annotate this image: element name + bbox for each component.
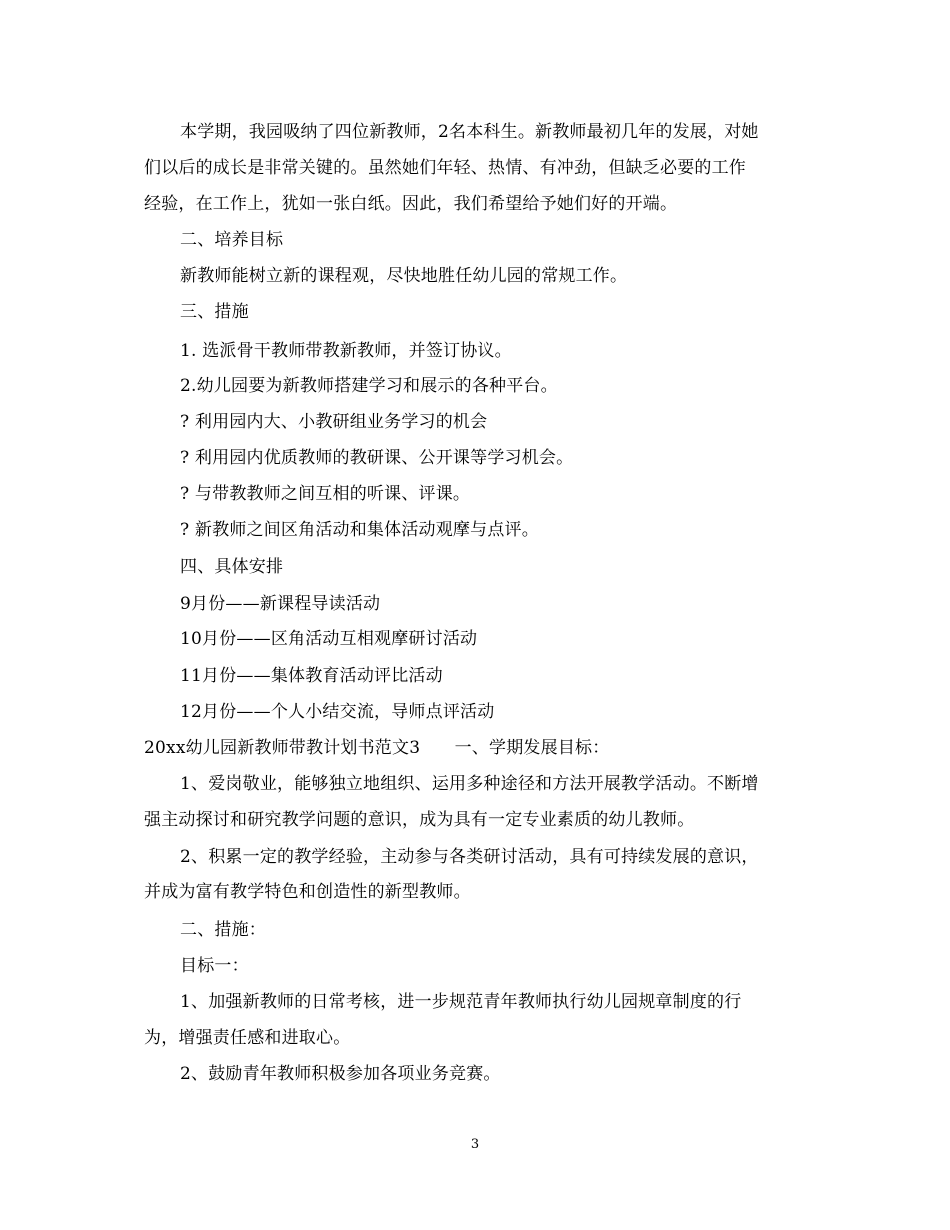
- list-item-measure-2: 2.幼儿园要为新教师搭建学习和展示的各种平台。: [180, 376, 558, 396]
- schedule-item-september: 9月份——新课程导读活动: [180, 594, 381, 614]
- heading-schedule: 四、具体安排: [180, 557, 284, 577]
- paragraph-intro-line-2: 们以后的成长是非常关键的。虽然她们年轻、热情、有冲劲，但缺乏必要的工作: [144, 158, 746, 178]
- target-item-1-line-1: 1、加强新教师的日常考核，进一步规范青年教师执行幼儿园规章制度的行: [180, 992, 742, 1012]
- page-number: 3: [470, 1137, 480, 1152]
- schedule-item-november: 11月份——集体教育活动评比活动: [180, 666, 443, 686]
- bullet-item-4: ? 新教师之间区角活动和集体活动观摩与点评。: [180, 520, 539, 540]
- bullet-item-2: ? 利用园内优质教师的教研课、公开课等学习机会。: [180, 448, 574, 468]
- heading-target-one: 目标一：: [180, 956, 249, 976]
- bullet-item-3: ? 与带教教师之间互相的听课、评课。: [180, 484, 471, 504]
- bullet-item-1: ? 利用园内大、小教研组业务学习的机会: [180, 412, 488, 432]
- paragraph-training-goals: 新教师能树立新的课程观，尽快地胜任幼儿园的常规工作。: [180, 266, 628, 286]
- paragraph-intro-line-1: 本学期，我园吸纳了四位新教师，2名本科生。新教师最初几年的发展，对她: [180, 122, 759, 142]
- paragraph-intro-line-3: 经验，在工作上，犹如一张白纸。因此，我们希望给予她们好的开端。: [144, 194, 678, 214]
- heading-measures-2: 二、措施：: [180, 920, 266, 940]
- target-item-2: 2、鼓励青年教师积极参加各项业务竞赛。: [180, 1064, 501, 1084]
- section-title-sample-3: 20xx幼儿园新教师带教计划书范文3 一、学期发展目标：: [144, 738, 610, 758]
- list-item-measure-1: 1. 选派骨干教师带教新教师，并签订协议。: [180, 341, 512, 361]
- schedule-item-december: 12月份——个人小结交流，导师点评活动: [180, 702, 495, 722]
- heading-measures: 三、措施: [180, 302, 249, 322]
- heading-training-goals: 二、培养目标: [180, 230, 284, 250]
- goal-1-line-2: 强主动探讨和研究教学问题的意识，成为具有一定专业素质的幼儿教师。: [144, 810, 695, 830]
- goal-2-line-1: 2、积累一定的教学经验，主动参与各类研讨活动，具有可持续发展的意识，: [180, 847, 759, 867]
- schedule-item-october: 10月份——区角活动互相观摩研讨活动: [180, 629, 478, 649]
- goal-1-line-1: 1、爱岗敬业，能够独立地组织、运用多种途径和方法开展教学活动。不断增: [180, 774, 759, 794]
- goal-2-line-2: 并成为富有教学特色和创造性的新型教师。: [144, 882, 471, 902]
- target-item-1-line-2: 为，增强责任感和进取心。: [144, 1028, 351, 1048]
